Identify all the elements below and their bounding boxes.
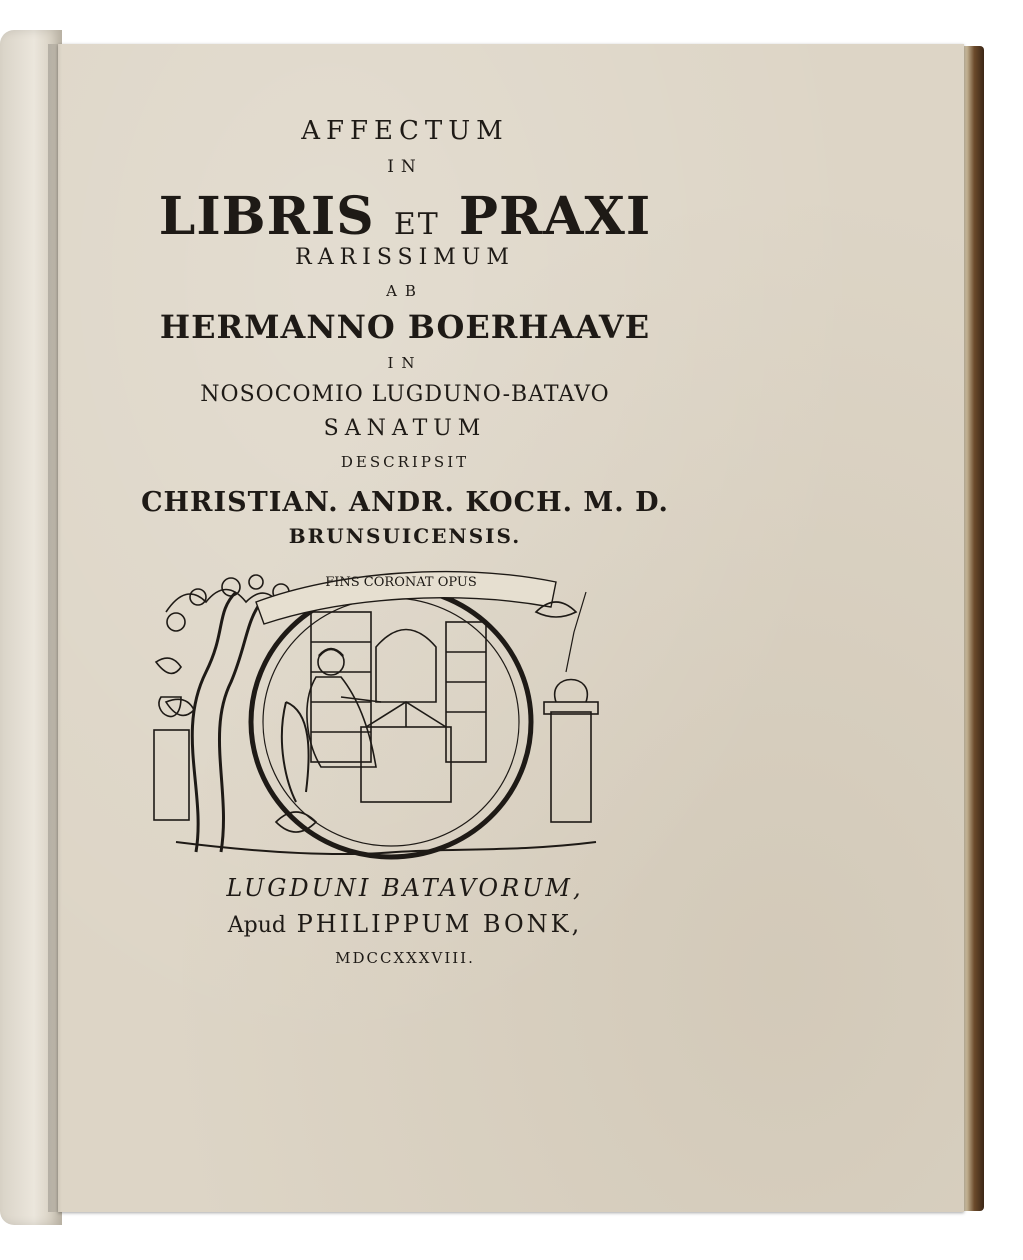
title-line-in-2: IN [387, 354, 423, 372]
vignette-motto: FINS CORONAT OPUS [325, 575, 477, 590]
title-word-libris: LIBRIS [158, 186, 375, 247]
title-line-descripsit: DESCRIPSIT [340, 453, 470, 471]
imprint-place: LUGDUNI BATAVORUM, [226, 874, 584, 902]
title-line-sanatum: SANATUM [323, 416, 487, 441]
imprint-apud: Apud [227, 913, 286, 938]
title-line-author-boerhaave: HERMANNO BOERHAAVE [159, 308, 651, 346]
imprint-printer: PHILIPPUM BONK, [296, 910, 583, 938]
title-line-libris-et-praxi [140, 186, 670, 247]
title-word-praxi: PRAXI [458, 186, 652, 247]
title-line-in: IN [387, 157, 423, 177]
title-line-koch: CHRISTIAN. ANDR. KOCH. M. D. [141, 487, 669, 518]
imprint-printer-line [140, 910, 670, 938]
page-gutter-shadow [48, 44, 62, 1212]
title-word-et: ET [393, 207, 440, 242]
title-line-affectum: AFFECTUM [301, 116, 509, 146]
imprint-year: MDCCXXXVIII. [335, 949, 475, 967]
title-page [58, 44, 964, 1212]
title-line-nosocomio: NOSOCOMIO LUGDUNO-BATAVO [200, 382, 610, 407]
title-line-ab: AB [386, 282, 424, 300]
title-line-brunsuicensis: BRUNSUICENSIS. [288, 524, 522, 548]
title-line-rarissimum: RARISSIMUM [295, 245, 515, 270]
engraved-vignette [136, 552, 624, 866]
